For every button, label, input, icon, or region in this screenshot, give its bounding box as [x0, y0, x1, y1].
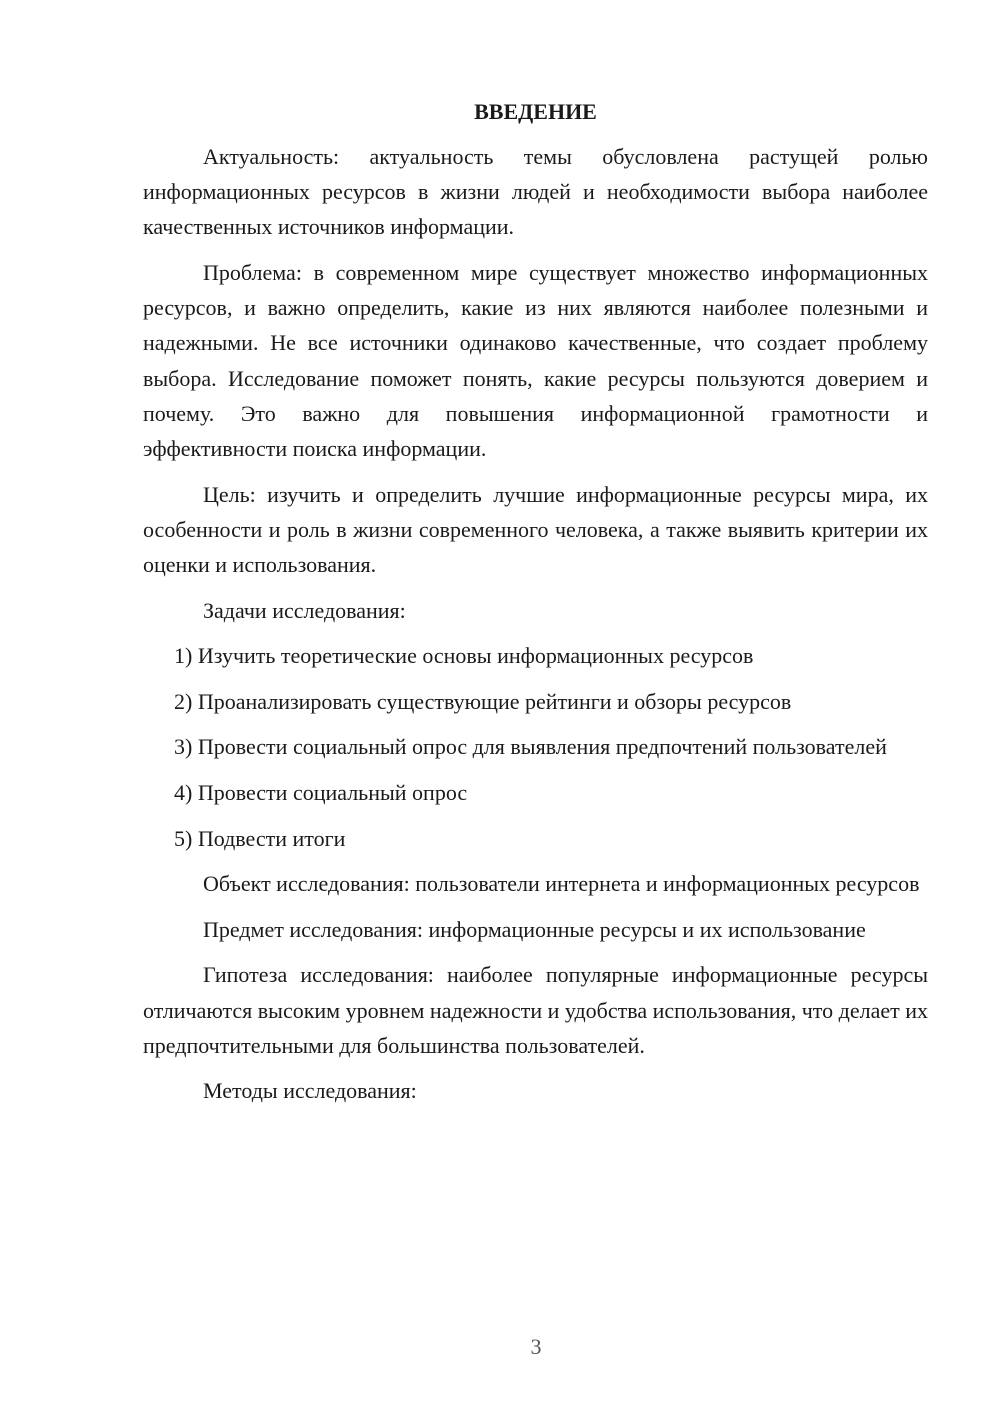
paragraph-relevance: Актуальность: актуальность темы обусловлена растущей ролью информационных ресурсов в жизни людей и необходимости выбора наиболее качественных источников информации. [143, 144, 928, 240]
tasks-heading: Задачи исследования: [203, 597, 406, 623]
paragraph-goal: Цель: изучить и определить лучшие информационные ресурсы мира, их особенности и роль в жизни современного человека, а также выявить критерии их оценки и использования. [143, 481, 928, 578]
task-item-5: 5) Подвести итоги [174, 825, 346, 851]
task-item-3: 3) Провести социальный опрос для выявления предпочтений пользователей [174, 734, 887, 760]
page-content [143, 94, 928, 1119]
page-number: 3 [530, 1334, 542, 1359]
section-title: ВВЕДЕНИЕ [474, 99, 597, 124]
paragraph-subject: Предмет исследования: информационные ресурсы и их использование [203, 916, 866, 942]
methods-heading: Методы исследования: [203, 1078, 417, 1104]
tasks-list [143, 638, 928, 856]
task-item-2: 2) Проанализировать существующие рейтинги и обзоры ресурсов [174, 688, 792, 714]
paragraph-problem: Проблема: в современном мире существует множество информационных ресурсов, и важно определить, какие из них являются наиболее полезными и надежными. Не все источники одинаково качественные, что создает проблему выбора. Исследование поможет понять, какие ресурсы пользуются доверием и почему. Это важно для повышения информационной грамотности и эффективности поиска информации. [143, 260, 928, 462]
paragraph-object: Объект исследования: пользователи интернета и информационных ресурсов [203, 871, 920, 897]
task-item-4: 4) Провести социальный опрос [174, 779, 468, 805]
task-item-1: 1) Изучить теоретические основы информационных ресурсов [174, 643, 754, 669]
paragraph-hypothesis: Гипотеза исследования: наиболее популярные информационные ресурсы отличаются высоким уровнем надежности и удобства использования, что делает их предпочтительными для большинства пользователей. [143, 962, 928, 1058]
